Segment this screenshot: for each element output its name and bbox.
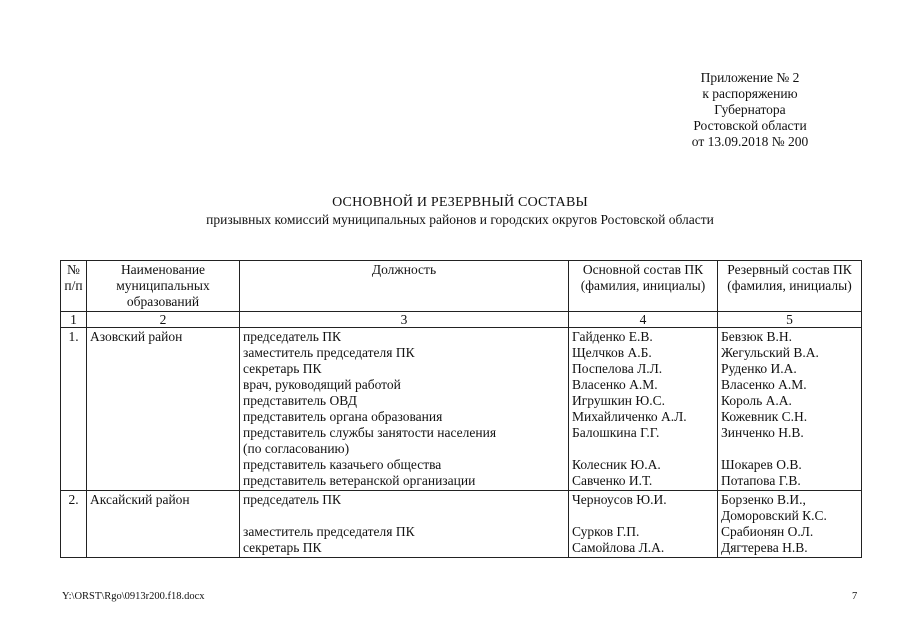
reserve-staff-name: Жегульский В.А. xyxy=(721,345,819,360)
position-line: представитель службы занятости населения xyxy=(243,425,497,440)
position-line: врач, руководящий работой xyxy=(243,377,401,392)
position-line: представитель ОВД xyxy=(243,393,357,408)
table-body xyxy=(61,328,862,558)
commission-table xyxy=(60,260,862,558)
municipality-name: Азовский район xyxy=(87,328,240,491)
main-staff-name xyxy=(572,508,714,524)
reserve-staff-name: Потапова Г.В. xyxy=(721,473,801,488)
position-line: (по согласованию) xyxy=(243,441,350,456)
reserve-staff-name: Зинченко Н.В. xyxy=(721,425,804,440)
position-line: секретарь ПК xyxy=(243,540,322,555)
appendix-line: Приложение № 2 xyxy=(700,70,800,85)
appendix-block xyxy=(660,70,840,150)
main-staff-name: Поспелова Л.Л. xyxy=(572,361,663,376)
page-number: 7 xyxy=(852,591,858,602)
column-number: 3 xyxy=(240,312,569,328)
reserve-staff-name: Руденко И.А. xyxy=(721,361,797,376)
main-staff-name xyxy=(572,441,714,457)
column-number: 1 xyxy=(61,312,87,328)
position-line: секретарь ПК xyxy=(243,361,322,376)
document-subtitle: призывных комиссий муниципальных районов и городских округов Ростовской области xyxy=(206,212,714,227)
appendix-line: к распоряжению xyxy=(702,86,798,101)
appendix-line: Губернатора xyxy=(714,102,786,117)
reserve-staff-cell xyxy=(718,491,862,558)
reserve-staff-name: Король А.А. xyxy=(721,393,792,408)
reserve-staff-name: Кожевник С.Н. xyxy=(721,409,808,424)
reserve-staff-name: Бевзюк В.Н. xyxy=(721,329,792,344)
main-staff-name: Игрушкин Ю.С. xyxy=(572,393,666,408)
reserve-staff-cell xyxy=(718,328,862,491)
main-staff-name: Щелчков А.Б. xyxy=(572,345,652,360)
main-staff-name: Балошкина Г.Г. xyxy=(572,425,660,440)
main-staff-name: Михайличенко А.Л. xyxy=(572,409,687,424)
header-reserve-staff: Резервный состав ПК (фамилия, инициалы) xyxy=(718,261,862,312)
column-number: 5 xyxy=(718,312,862,328)
reserve-staff-name xyxy=(721,441,858,457)
reserve-staff-name: Дягтерева Н.В. xyxy=(721,540,808,555)
main-staff-name: Самойлова Л.А. xyxy=(572,540,665,555)
reserve-staff-name: Борзенко В.И., xyxy=(721,492,806,507)
header-municipality: Наименование муниципальных образований xyxy=(87,261,240,312)
position-cell xyxy=(240,328,569,491)
main-staff-name: Колесник Ю.А. xyxy=(572,457,661,472)
main-staff-cell xyxy=(569,328,718,491)
main-staff-name: Гайденко Е.В. xyxy=(572,329,653,344)
position-line: заместитель председателя ПК xyxy=(243,345,415,360)
reserve-staff-name: Шокарев О.В. xyxy=(721,457,802,472)
reserve-staff-name: Доморовский К.С. xyxy=(721,508,827,523)
file-path: Y:\ORST\Rgo\0913r200.f18.docx xyxy=(62,591,205,602)
table-row xyxy=(61,491,862,558)
position-cell xyxy=(240,491,569,558)
appendix-line: от 13.09.2018 № 200 xyxy=(691,134,809,149)
appendix-line: Ростовской области xyxy=(693,118,807,133)
column-number-row xyxy=(61,312,862,328)
reserve-staff-name: Срабионян О.Л. xyxy=(721,524,814,539)
table-row xyxy=(61,328,862,491)
position-line xyxy=(243,508,565,524)
row-number: 1. xyxy=(61,328,87,491)
document-title: ОСНОВНОЙ И РЕЗЕРВНЫЙ СОСТАВЫ xyxy=(332,195,588,210)
position-line: представитель органа образования xyxy=(243,409,443,424)
table-header-row xyxy=(61,261,862,312)
position-line: заместитель председателя ПК xyxy=(243,524,415,539)
position-line: представитель ветеранской организации xyxy=(243,473,476,488)
header-position: Должность xyxy=(240,261,569,312)
main-staff-name: Савченко И.Т. xyxy=(572,473,653,488)
column-number: 2 xyxy=(87,312,240,328)
municipality-name: Аксайский район xyxy=(87,491,240,558)
main-staff-name: Черноусов Ю.И. xyxy=(572,492,667,507)
header-number: № п/п xyxy=(61,261,87,312)
reserve-staff-name: Власенко А.М. xyxy=(721,377,807,392)
column-number: 4 xyxy=(569,312,718,328)
main-staff-name: Сурков Г.П. xyxy=(572,524,640,539)
position-line: председатель ПК xyxy=(243,492,342,507)
main-staff-cell xyxy=(569,491,718,558)
row-number: 2. xyxy=(61,491,87,558)
position-line: представитель казачьего общества xyxy=(243,457,442,472)
position-line: председатель ПК xyxy=(243,329,342,344)
header-main-staff: Основной состав ПК (фамилия, инициалы) xyxy=(569,261,718,312)
main-staff-name: Власенко А.М. xyxy=(572,377,658,392)
document-heading xyxy=(60,194,860,228)
